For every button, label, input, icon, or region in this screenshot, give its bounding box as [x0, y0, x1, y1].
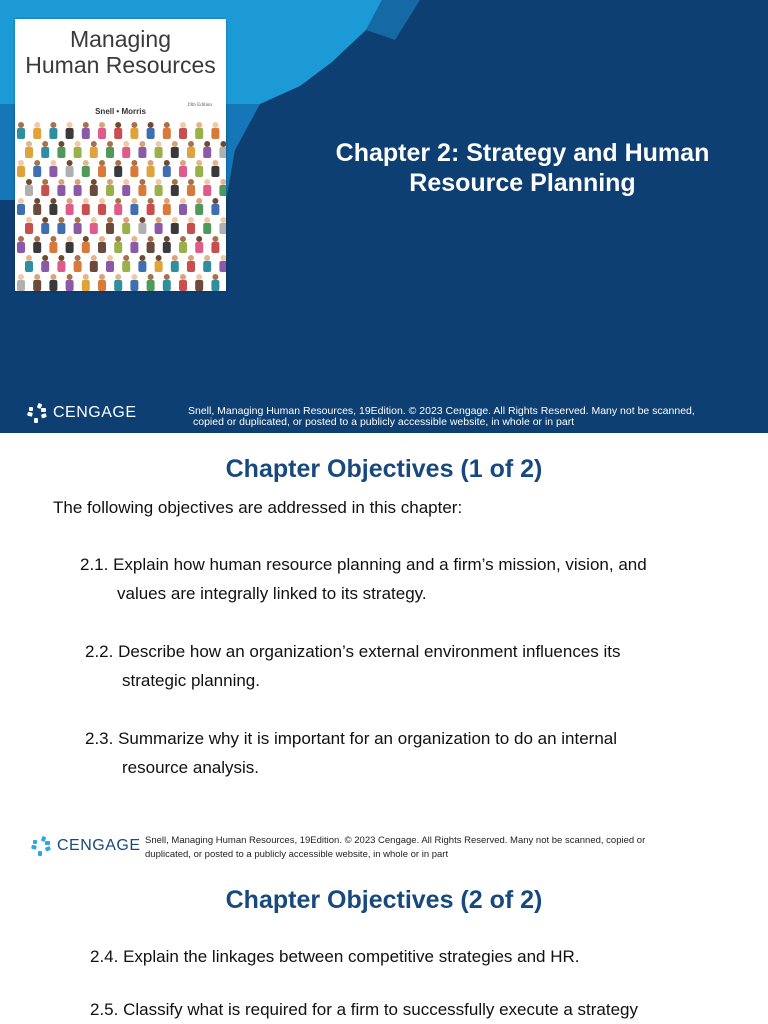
objective-number: 2.5.: [90, 1000, 119, 1019]
title-slide: [0, 0, 768, 433]
objective-text-continued: strategic planning.: [122, 671, 260, 690]
book-cover: [15, 19, 226, 291]
objective-text: Explain how human resource planning and a firm’s mission, vision, and: [113, 555, 647, 574]
copyright-line: copied or duplicated, or posted to a publicly accessible website, in whole or in part: [193, 416, 575, 428]
objective-item: [90, 995, 638, 1024]
objective-text: Describe how an organization’s external environment influences its: [118, 642, 621, 661]
objective-number: 2.2.: [85, 642, 114, 661]
objective-text: Classify what is required for a firm to successfully execute a strategy: [123, 1000, 639, 1019]
objective-number: 2.3.: [85, 729, 114, 748]
logo-text: CENGAGE: [53, 404, 137, 421]
book-cover-authors: Snell • Morris: [95, 107, 146, 116]
cengage-logo: [26, 402, 137, 424]
cengage-logo-icon: [30, 835, 52, 857]
chapter-title: Chapter 2: Strategy and Human Resource Planning: [335, 139, 710, 197]
slide-heading: Chapter Objectives (1 of 2): [225, 455, 543, 483]
objective-text: Summarize why it is important for an organization to do an internal: [118, 729, 618, 748]
objective-item: [85, 637, 621, 695]
objective-number: 2.1.: [80, 555, 109, 574]
objective-item: [90, 942, 580, 971]
copyright-notice: [188, 406, 748, 428]
copyright-line: duplicated, or posted to a publicly accessible website, in whole or in part: [145, 849, 449, 860]
book-cover-title: Managing Human Resources: [25, 26, 216, 78]
slide-footer: [0, 831, 768, 871]
cengage-logo-icon: [26, 402, 48, 424]
logo-text: CENGAGE: [57, 837, 141, 854]
copyright-line: Snell, Managing Human Resources, 19Edition. © 2023 Cengage. All Rights Reserved. Many not be scanned, copied or: [145, 835, 646, 846]
copyright-notice: [145, 834, 705, 862]
objective-item: [80, 550, 647, 608]
crowd-illustration: [15, 119, 226, 291]
slide-heading: Chapter Objectives (2 of 2): [225, 886, 543, 914]
cengage-logo: [30, 835, 141, 857]
objectives-slide-2: [0, 873, 768, 1024]
objective-number: 2.4.: [90, 947, 119, 966]
objective-text: Explain the linkages between competitive strategies and HR.: [123, 947, 580, 966]
objective-text-continued: values are integrally linked to its strategy.: [117, 584, 427, 603]
intro-text: The following objectives are addressed in this chapter:: [53, 498, 463, 517]
objective-item: [85, 724, 617, 782]
book-cover-edition: 19th Edition: [187, 103, 212, 108]
objective-text-continued: resource analysis.: [122, 758, 260, 777]
copyright-line: Snell, Managing Human Resources, 19Edition. © 2023 Cengage. All Rights Reserved. Many not be scanned,: [188, 405, 695, 417]
objectives-slide-1: [0, 433, 768, 873]
slide-footer: [0, 398, 768, 433]
